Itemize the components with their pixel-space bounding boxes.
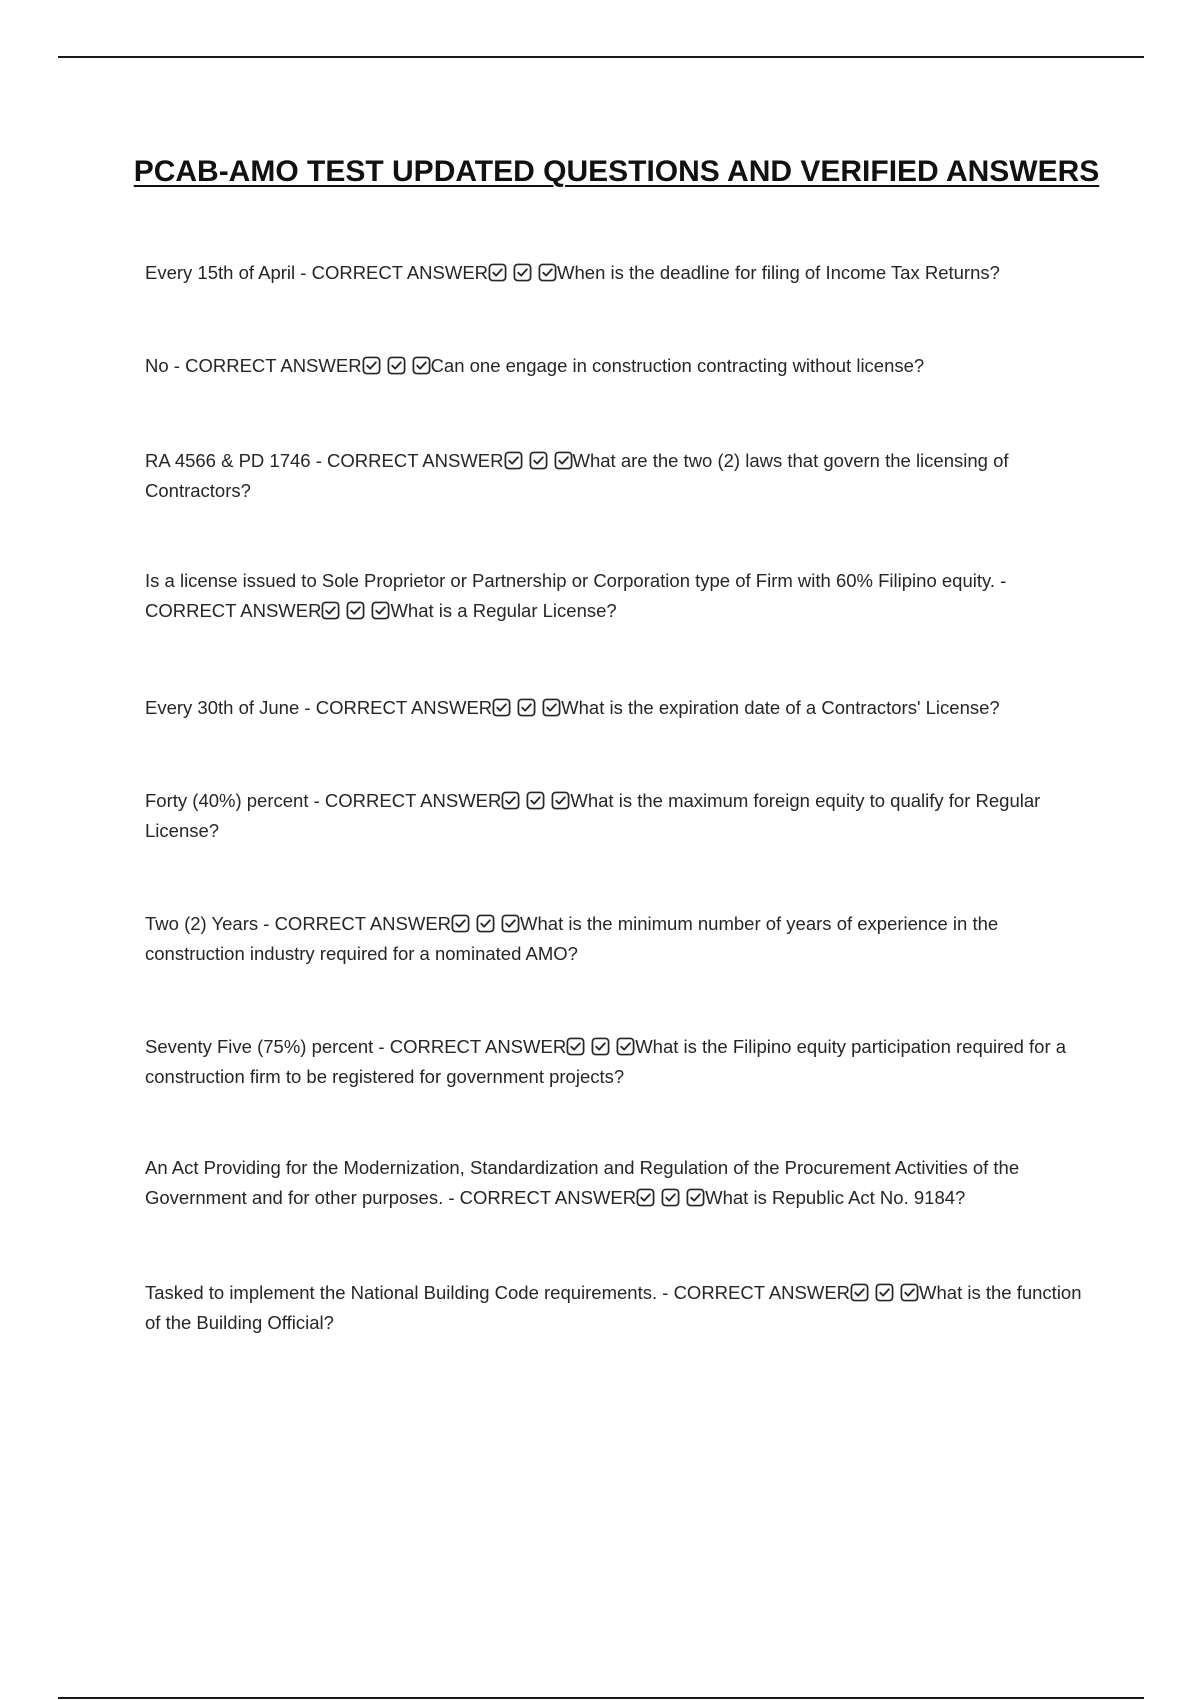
correct-answer-label: - CORRECT ANSWER: [308, 790, 502, 811]
question-text: What is the expiration date of a Contractors' License?: [561, 697, 1000, 718]
check-icons: [504, 451, 573, 470]
checkbox-checked-icon: [875, 1283, 894, 1302]
checkbox-checked-icon: [661, 1188, 680, 1207]
qa-item: [145, 909, 1090, 969]
checkbox-checked-icon: [362, 356, 381, 375]
answer-text: Every 30th of June: [145, 697, 300, 718]
checkbox-checked-icon: [686, 1188, 705, 1207]
question-text: Can one engage in construction contracting without license?: [430, 355, 925, 376]
answer-text: Is a license issued to Sole Proprietor or Partnership or Corporation type of Firm with 60% Filipino equity.: [145, 570, 996, 591]
checkbox-checked-icon: [488, 263, 507, 282]
question-text: What is Republic Act No. 9184?: [705, 1187, 966, 1208]
answer-text: Tasked to implement the National Building Code requirements.: [145, 1282, 658, 1303]
answer-text: Every 15th of April: [145, 262, 296, 283]
checkbox-checked-icon: [529, 451, 548, 470]
correct-answer-label: - CORRECT ANSWER: [145, 570, 1007, 621]
checkbox-checked-icon: [412, 356, 431, 375]
qa-item: [145, 446, 1090, 506]
qa-item: [145, 1153, 1090, 1213]
question-text: What are the two (2) laws that govern the licensing of Contractors?: [145, 450, 1009, 501]
correct-answer-label: - CORRECT ANSWER: [657, 1282, 851, 1303]
correct-answer-label: - CORRECT ANSWER: [443, 1187, 637, 1208]
checkbox-checked-icon: [504, 451, 523, 470]
check-icons: [501, 791, 570, 810]
checkbox-checked-icon: [513, 263, 532, 282]
qa-item: [145, 1278, 1090, 1338]
question-text: What is the minimum number of years of experience in the construction industry required for a nominated AMO?: [145, 913, 999, 964]
checkbox-checked-icon: [551, 791, 570, 810]
checkbox-checked-icon: [451, 914, 470, 933]
document-title: PCAB-AMO TEST UPDATED QUESTIONS AND VERIFIED ANSWERS: [133, 155, 1100, 188]
answer-text: An Act Providing for the Modernization, Standardization and Regulation of the Procurement Activities of the Government and for other purposes.: [145, 1157, 1020, 1208]
answer-text: Two (2) Years: [145, 913, 259, 934]
check-icons: [488, 263, 557, 282]
question-text: What is the Filipino equity participation required for a construction firm to be registered for government projects?: [145, 1036, 1067, 1087]
question-text: What is the function of the Building Official?: [145, 1282, 1082, 1333]
correct-answer-label: - CORRECT ANSWER: [258, 913, 452, 934]
check-icons: [451, 914, 520, 933]
checkbox-checked-icon: [900, 1283, 919, 1302]
checkbox-checked-icon: [517, 698, 536, 717]
checkbox-checked-icon: [542, 698, 561, 717]
bottom-rule: [58, 1697, 1144, 1699]
check-icons: [321, 601, 390, 620]
answer-text: Seventy Five (75%) percent: [145, 1036, 374, 1057]
correct-answer-label: - CORRECT ANSWER: [373, 1036, 567, 1057]
checkbox-checked-icon: [476, 914, 495, 933]
qa-item: [145, 566, 1090, 626]
answer-text: No: [145, 355, 169, 376]
question-text: What is a Regular License?: [390, 600, 617, 621]
checkbox-checked-icon: [346, 601, 365, 620]
question-text: When is the deadline for filing of Income Tax Returns?: [557, 262, 1000, 283]
checkbox-checked-icon: [538, 263, 557, 282]
checkbox-checked-icon: [387, 356, 406, 375]
answer-text: Forty (40%) percent: [145, 790, 309, 811]
qa-item: [145, 1032, 1090, 1092]
check-icons: [362, 356, 431, 375]
checkbox-checked-icon: [566, 1037, 585, 1056]
correct-answer-label: - CORRECT ANSWER: [295, 262, 489, 283]
checkbox-checked-icon: [616, 1037, 635, 1056]
check-icons: [636, 1188, 705, 1207]
qa-item: [145, 786, 1090, 846]
checkbox-checked-icon: [526, 791, 545, 810]
checkbox-checked-icon: [321, 601, 340, 620]
checkbox-checked-icon: [636, 1188, 655, 1207]
check-icons: [566, 1037, 635, 1056]
qa-item: [145, 693, 1090, 723]
answer-text: RA 4566 & PD 1746: [145, 450, 311, 471]
correct-answer-label: - CORRECT ANSWER: [299, 697, 493, 718]
checkbox-checked-icon: [501, 791, 520, 810]
question-text: What is the maximum foreign equity to qualify for Regular License?: [145, 790, 1041, 841]
checkbox-checked-icon: [554, 451, 573, 470]
correct-answer-label: - CORRECT ANSWER: [168, 355, 362, 376]
checkbox-checked-icon: [492, 698, 511, 717]
correct-answer-label: - CORRECT ANSWER: [310, 450, 504, 471]
checkbox-checked-icon: [371, 601, 390, 620]
qa-item: [145, 258, 1090, 288]
check-icons: [492, 698, 561, 717]
qa-item: [145, 351, 1090, 381]
check-icons: [850, 1283, 919, 1302]
checkbox-checked-icon: [501, 914, 520, 933]
checkbox-checked-icon: [850, 1283, 869, 1302]
checkbox-checked-icon: [591, 1037, 610, 1056]
